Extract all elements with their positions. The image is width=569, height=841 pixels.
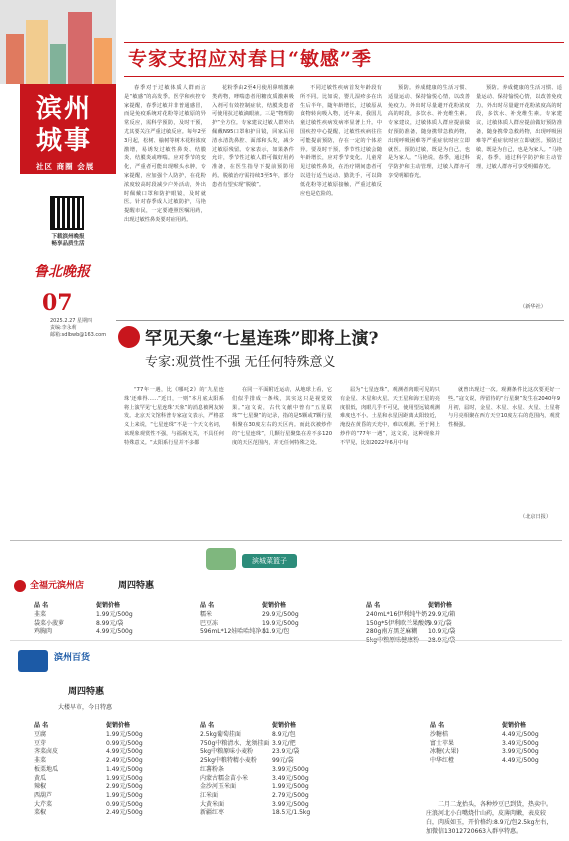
calculator-icon (206, 548, 236, 570)
article2-title: 罕见天象“七星连珠”即将上演? (145, 329, 379, 349)
store2-name: 滨州百货 (54, 653, 91, 663)
page-meta (50, 318, 106, 338)
store1-item-name: 280g南方黑芝麻糊 (366, 628, 418, 636)
top-rule (124, 42, 564, 43)
store1-item-price (428, 637, 455, 646)
store2-col-name-header: 品 名 (430, 722, 445, 729)
store2-item-name: 韭菜 (34, 757, 47, 765)
title-rule (124, 76, 564, 77)
store1-item-name: 韭菜 (34, 611, 47, 618)
store2-item-price: 0.99元/500g (106, 739, 143, 747)
store2-item-name: 2.5kg葡萄挂面 (200, 731, 241, 738)
qr-caption-line1: 下载滨州晚报 (51, 234, 85, 240)
store1-col-price-header: 促销价格 (262, 602, 287, 609)
store1-item-price: 10.9元/袋 (428, 628, 456, 636)
editor: 责编:李永莉 (50, 324, 77, 331)
store2-col-price-header: 促销价格 (272, 722, 297, 729)
article2-col4: 就曾出现过一次。观测条件比这次要更好一些。”寇文说，得留待的“行星聚”发生在2040年9月初，届时，金星、木星、水星、火星、土星将与月亮相聚在西方天空10度左右的范围内，观赏性极强。 (448, 387, 560, 429)
store2-logo-icon (18, 650, 48, 672)
column-title-line2: 城事 (36, 126, 93, 156)
store2-item-price: 4.49元/500g (502, 757, 539, 765)
article2-source: （北京日报） (520, 514, 552, 520)
store2-col-name-header: 品 名 (200, 722, 215, 729)
store2-item-price: 3.49元/500g (272, 774, 309, 782)
store1-item-price: 19.9元/500g (262, 619, 299, 627)
market-rule (10, 540, 562, 541)
article2-rule (116, 320, 564, 321)
store2-item-price: 2.99元/500g (106, 783, 143, 791)
store2-item-price: 2.49元/500g (106, 757, 143, 765)
store2-item-name: 新疆红枣 (200, 809, 225, 817)
store2-item-name: 750g中粮清水、龙须挂面 (200, 739, 270, 747)
store2-item-name: 板栗地瓜 (34, 765, 59, 773)
store2-item-price: 1.49元/500g (106, 765, 143, 773)
store2-item-name: 5kg中粮原味小麦粉 (200, 748, 254, 756)
store2-item-price: 99元/袋 (272, 757, 294, 765)
store2-item-price: 8.9元/包 (272, 731, 296, 738)
issue-date: 2025.2.27 星期四 (50, 318, 93, 324)
newspaper-logo: 鲁北晚报 (34, 264, 90, 280)
store2-item-name: 红薯粉条 (200, 765, 225, 773)
store1-item-name: 240mL*16伊利纯牛奶 (366, 611, 428, 618)
store2-item-name: 黄瓜 (34, 774, 47, 782)
article1-col3: 不同过敏性疾病首发年龄段有所不同。比如说，婴儿湿疹多在出生后半年，随年龄增长，过敏原从食物转向吸入物，近年来，我国儿童过敏性疾病发病率显著上升。中国疾控中心提醒，过敏性疾病往往可能提前预防，存在一定的个体差异。要及时干预，季节性过敏会随年龄增长，应对季节变化。儿童常见过敏性鼻炎，在治疗期间患者可以进行适当运动、勤洗手，可以降低花粉等过敏原接触，严重过敏反应也是危险的。 (300, 85, 382, 197)
store1-day: 周四特惠 (118, 581, 155, 591)
store2-item-name: 江米面 (200, 791, 219, 799)
store1-item-name: 袋菜小菠萝 (34, 619, 65, 627)
column-title-line1: 滨州 (36, 94, 93, 124)
column-title-block (20, 84, 116, 174)
article1-col5-text: 预防。养成健康的生活习惯、适量运动、保持愉悦心情，以改善免疫力。外出时尽量避开花粉浓度高的时段，多饮水、补充维生素。专家建议，过敏体质人群应提前做好预防准备，随身携带急救药物，出现呼吸困难等严重症状时应立即就医。预防过敏，既是为自己，也是为家人。“马艳说，春季，通过科学防护和主动管理，过敏人群亦可享受明媚春光。 (476, 85, 562, 171)
store1-item-name: 巴豆冻 (200, 619, 219, 627)
store2-item-price: 4.49元/500g (502, 731, 539, 738)
article2-subtitle: 专家:观赏性不强 无任何特殊意义 (145, 355, 336, 370)
store2-item-price: 4.99元/500g (106, 748, 143, 756)
store2-day: 周四特惠 (68, 687, 105, 697)
store1-item-price: 9.9元/袋 (428, 619, 452, 627)
store1-col-name-header: 品 名 (366, 602, 381, 609)
store2-item-price: 23.9元/袋 (272, 748, 300, 756)
store2-item-price: 3.99元/500g (502, 748, 539, 756)
store1-item-name: 糯米 (200, 611, 213, 618)
store1-item-price: 11.9元/包 (262, 628, 290, 636)
star-icon (118, 326, 140, 348)
store2-item-name: 富士苹果 (430, 739, 455, 747)
article1-source: （新华社） (520, 304, 546, 310)
qr-caption (30, 234, 106, 248)
store1-col-price-header: 促销价格 (96, 602, 121, 609)
store2-item-name: 中华红橙 (430, 757, 455, 765)
store2-item-name: 大黄米面 (200, 800, 225, 808)
store1-item-price: 4.99元/500g (96, 628, 133, 636)
store2-tag: 大楼早市，今日特惠 (58, 704, 113, 711)
article1-col1: 春季对于过敏体质人群而言是“敏感”的高发季。医学和疾控专家提醒，春季过敏并非普通感冒，而是免疫系统对花粉等过敏原的异常反应，需科学预防，及时干预，尤其要关注严重过敏反应。每年2至3月起，松树、榆树等树木花粉浓度激增，易诱发过敏性鼻炎、结膜炎、结膜炎或哮喘。应对季节的变化，严重者可能出现喉头水肿，专家提醒，应加强个人防护，在花粉浓度较高时段减少户外活动，外出时佩戴口罩和防护眼镜，及时就医。针对春季成人过敏防护，马艳提醒市民，一定要遵照医嘱用药，出现过敏性鼻炎要对症用药。 (124, 85, 206, 223)
sidebar-illustration (0, 0, 116, 84)
store2-col-price-header: 促销价格 (502, 722, 527, 729)
column-tags: 社区 商圈 会展 (36, 162, 95, 171)
store2-item-price: 3.99元/500g (272, 765, 309, 773)
article1-title: 专家支招应对春日“敏感”季 (128, 48, 372, 70)
store2-item-price: 1.99元/500g (106, 731, 143, 738)
store2-item-price: 3.49元/500g (502, 739, 539, 747)
store2-col-price-header: 促销价格 (106, 722, 131, 729)
store2-item-price: 18.5元/1.5kg (272, 809, 311, 817)
store2-item-name: 金沙河玉米面 (200, 783, 237, 791)
store2-item-price: 2.49元/500g (106, 809, 143, 817)
article1-col5 (476, 84, 562, 302)
store2-item-price: 1.99元/500g (106, 774, 143, 782)
store2-item-price: 3.9元/把 (272, 739, 296, 747)
article1-col2: 花粉季由2至4月使用鼻喷激素类药物，哮喘患者用糖皮质激素吸入剂可有效控制症状，结膜炎患者可使用抗过敏滴眼液。三是“物理防护”全方位。专家建议过敏人群外出佩戴N95口罩和护目镜，回家后用清水清洗鼻腔、面部和头发，减少过敏原残留。专家表示，如果条件允许，季节性过敏人群可做好用药准备，在医生指导下提前预防用药。脱敏治疗需持续3至5年，部分患者有望实现“脱敏”。 (212, 85, 294, 188)
page-number: 07 (42, 290, 73, 316)
store2-item-price: 1.99元/500g (106, 791, 143, 799)
qr-caption-line2: 畅享品质生活 (51, 241, 85, 248)
article2-col2: 在同一平面附近运动，从地球上看，它们似乎排成一条线，其实这只是视觉效果。”寇文说，古代文献中曾有“五星联珠”“七星聚”的记录，指的是5颗或7颗行星相聚在30度左右的天区内。而此次被炒作的“七星连珠”，几颗行星聚集在差不多120度的天区范围内，并无任何特殊之处。 (232, 387, 332, 446)
store1-item-price: 29.9元/箱 (428, 611, 456, 618)
store1-item-name: 150g*5伊利欧兰果酸奶 (366, 619, 431, 627)
store2-item-name: 沙糖桔 (430, 731, 449, 738)
store2-item-name: 豆芽 (34, 739, 47, 747)
store2-item-name: 豆腐 (34, 731, 47, 738)
store2-item-name: 大芹菜 (34, 800, 53, 808)
store1-item-name (366, 637, 419, 646)
store2-item-name: 辣椒 (34, 783, 47, 791)
store2-note: 二月二龙抬头，各种炒豆已到货，热卖中。庄浪河北小白嘴烧什山药，皮薄肉嫩，表皮较白，肉质如玉，开价格约:8.9元/包2.5kg左右，加微信13012720663入群享特惠。 (426, 801, 553, 835)
store1-item-price: 1.99元/500g (96, 611, 133, 618)
qr-code-icon (50, 196, 84, 230)
market-banner-label: 滨城菜篮子 (242, 554, 297, 568)
editor-email: 邮箱:sdlbwb@163.com (50, 331, 107, 338)
store2-item-price: 2.79元/500g (272, 791, 309, 799)
store2-col-name-header: 品 名 (34, 722, 49, 729)
store2-item-name: 内蒙古糯金苗小米 (200, 774, 249, 782)
store1-col-name-header: 品 名 (34, 602, 49, 609)
store2-item-name: 菜椒 (34, 809, 47, 817)
article2-col1: “77年一遇，比《哪吒2》的‘九星连珠’还难得……”近日，一则“本月底太阳系将上演罕见‘七星连珠’天象”的消息被网友转发。北京天文馆科普专家寇文表示，严格意义上来说，“七星连珠”不是一个天文名词，该现象观赏性不强，与福祸无关，不具任何特殊意义。“太阳系行星并不多都 (124, 387, 224, 446)
article1-col4: 预防。养成健康的生活习惯、适量运动、保持愉悦心情，以改善免疫力。外出时尽量避开花粉浓度高的时段，多饮水、补充维生素。专家建议，过敏体质人群应提前做好预防准备，随身携带急救药物，出现呼吸困难等严重症状时应立即就医。预防过敏，既是为自己，也是为家人。“马艳说，春季，通过科学防护和主动管理，过敏人群亦可享受明媚春光。 (388, 85, 470, 179)
store2-rule (10, 640, 562, 641)
store1-item-name: 596mL*12娃哈哈纯净水 (200, 628, 268, 636)
market-banner (176, 548, 390, 572)
store2-item-name: 荠菜卤皮 (34, 748, 59, 756)
store2-item-name: 冰糖(大果) (430, 748, 459, 756)
store1-name: 全福元滨州店 (30, 581, 85, 591)
store1-item-price: 29.9元/500g (262, 611, 299, 618)
store2-item-price: 1.99元/500g (272, 783, 309, 791)
store2-item-price: 0.99元/500g (106, 800, 143, 808)
store2-item-price: 3.99元/500g (272, 800, 309, 808)
article2-col3: 届为“七星连珠”，观测者肉眼可见的只有金星、木星和火星。天王星和海王星的亮度很低，肉眼几乎不可见，使用望远镜观测难度也不小。土星和水星因距离太阳较近，淹没在黄昏的天光中，难以观测。至于网上炒作的“77年一遇”，这文说，这种现象并不罕见，比如2022年6月中旬 (340, 387, 440, 446)
store1-item-price: 8.99元/袋 (96, 619, 124, 627)
store1-col-name-header: 品 名 (200, 602, 215, 609)
store1-col-price-header: 促销价格 (428, 602, 453, 609)
store2-item-name: 25kg中粮特精小麦粉 (200, 757, 257, 765)
store1-logo-icon (14, 580, 26, 592)
store1-item-name: 鸡胸肉 (34, 628, 53, 636)
store2-item-name: 西葫芦 (34, 791, 53, 799)
